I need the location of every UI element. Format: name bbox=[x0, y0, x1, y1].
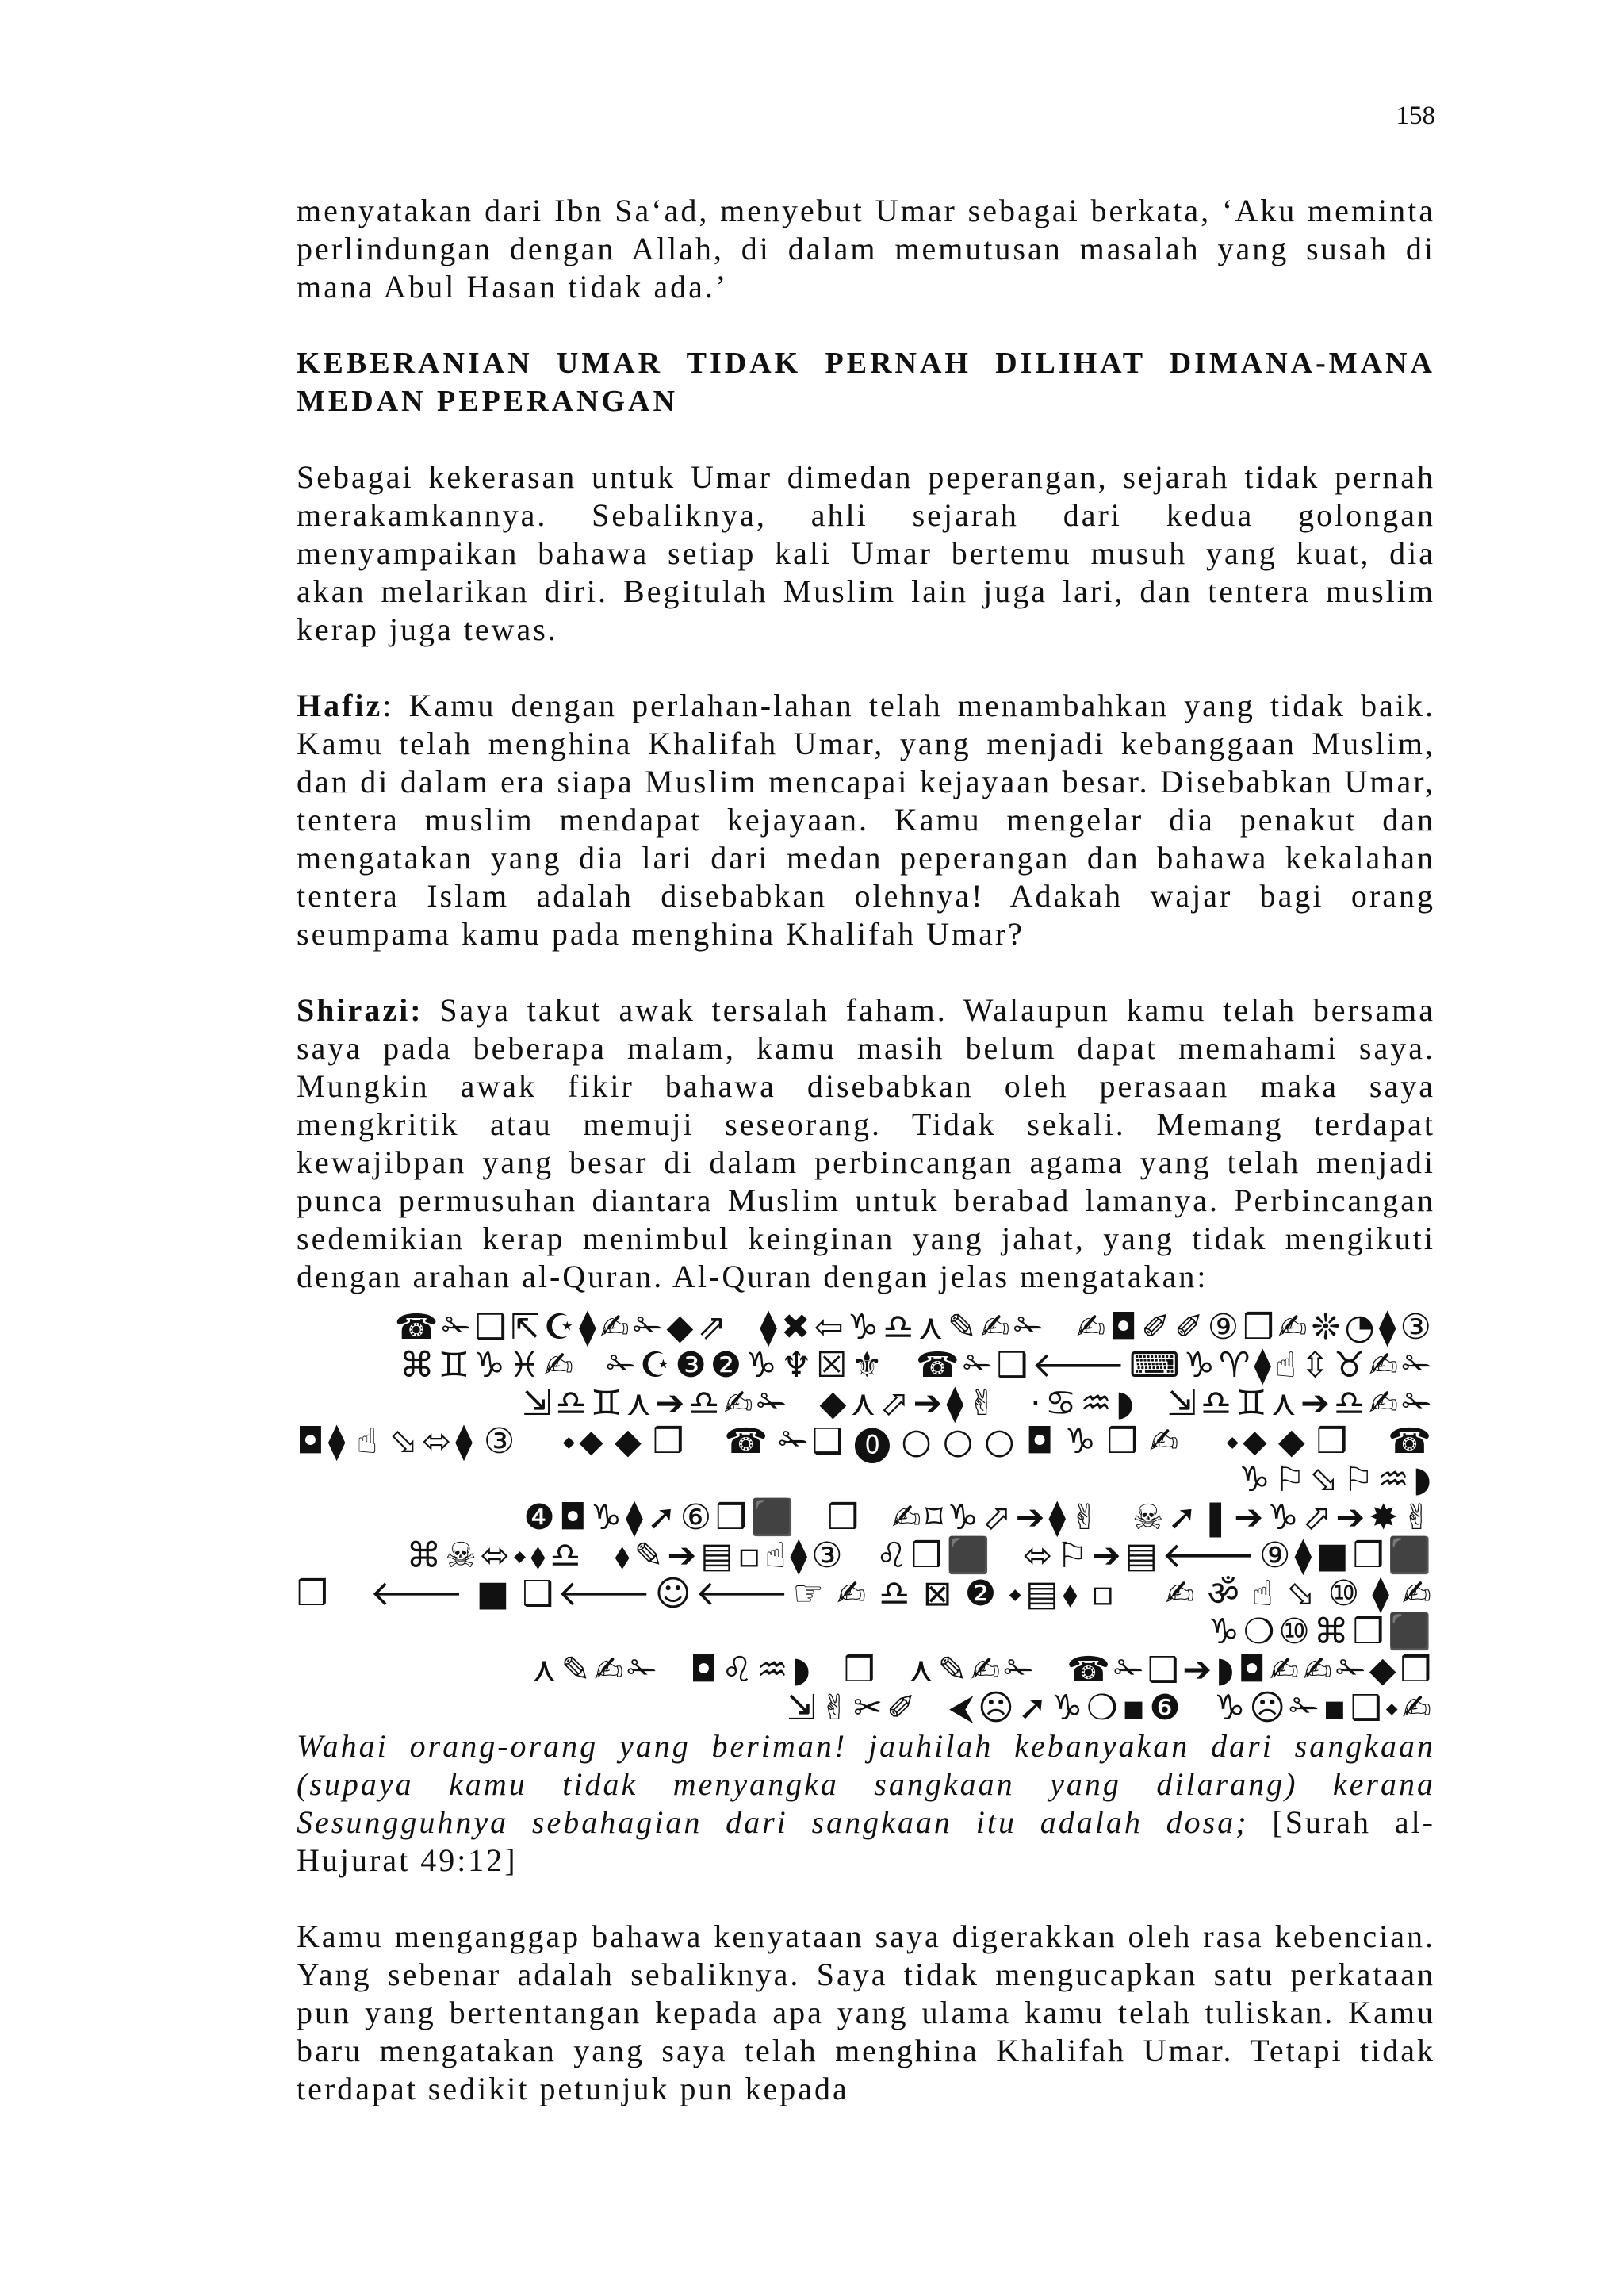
verse-reference: [Surah al-Hujurat 49:12] bbox=[297, 1804, 1435, 1878]
section-heading: KEBERANIAN UMAR TIDAK PERNAH DILIHAT DIMANA-MANA MEDAN PEPERANGAN bbox=[297, 347, 1435, 418]
arabic-line: ⇲♎♊⋏➔♎✍✁ ◆⋏⬀➔⧫✌ ·♋♒◗ ⇲♎♊⋏➔♎✍✁ bbox=[522, 1383, 1435, 1424]
arabic-line: ⋏✎✍✁ ◘♌♒◗ ❒ ⋏✎✍✁ ☎✁❑➔◗◘✍✍✁◆❒ bbox=[531, 1650, 1435, 1690]
translation-text: Wahai orang-orang yang beriman! jauhilah kebanyakan dari sangkaan (supaya kamu tidak menyangka sangkaan yang dilarang) kerana Sesungguhnya sebahagian dari sangkaan itu adalah dosa; bbox=[297, 1728, 1435, 1840]
page-content bbox=[297, 192, 1435, 2108]
hafiz-text: : Kamu dengan perlahan-lahan telah menambahkan yang tidak baik. Kamu telah menghina Khalifah Umar, yang menjadi kebanggaan Muslim, dan di dalam era siapa Muslim mencapai kejayaan besar. Disebabkan Umar, tentera muslim mendapat kejayaan. Kamu mengelar dia penakut dan mengatakan yang dia lari dari medan peperangan dan bahawa kekalahan tentera Islam adalah disebabkan olehnya! Adakah wajar bagi orang seumpama kamu pada menghina Khalifah Umar? bbox=[297, 688, 1435, 952]
arabic-line: ⌘♊♑♓✍ ✁☪❸❷♑♆☒⚜ ☎✁❑🡐⌨♑♈⧫☝⇳♉✍✁ bbox=[399, 1345, 1435, 1386]
arabic-line: ❹◘♑⧫➚⑥❒⬛ ❒ ✍⌑♑⬀➔⧫✌ ☠➚❚➔♑⬀➔✸✌ bbox=[523, 1497, 1435, 1538]
speaker-hafiz: Hafiz bbox=[297, 688, 383, 723]
speaker-shirazi: Shirazi: bbox=[297, 992, 423, 1028]
paragraph-closing: Kamu menganggap bahawa kenyataan saya digerakkan oleh rasa kebencian. Yang sebenar adalah sebaliknya. Saya tidak mengucapkan satu perkataan pun yang bertentangan kepada apa yang ulama kamu telah tuliskan. Kamu baru mengatakan yang saya telah menghina Khalifah Umar. Tetapi tidak terdapat sedikit petunjuk pun kepada bbox=[297, 1918, 1435, 2106]
page-number: 158 bbox=[1396, 102, 1435, 130]
quran-verse-arabic bbox=[297, 1309, 1435, 1727]
arabic-line: ☎✁❑⇱☪⧫✍✁◆⇗ ⧫✖⇦♑♎⋏✎✍✁ ✍◘✐✐⑨❒✍❊◔⧫③ bbox=[394, 1307, 1435, 1347]
arabic-line: ❒ 🡐■❑🡐☺🡐☞✍♎⊠❷⬩▤⬧▫ ✍ॐ☝⬂⑩⧫✍ ♑❍⑩⌘❒⬛ bbox=[297, 1573, 1435, 1652]
paragraph-hafiz bbox=[297, 687, 1435, 953]
arabic-line: ⌘☠⬄⬩⬧♎ ⬧✎➔▤▫☝⧫③ ♌❒⬛ ⬄⚐➔▤🡐⑨⧫■❒⬛ bbox=[406, 1535, 1435, 1576]
paragraph-battle-history: Sebagai kekerasan untuk Umar dimedan peperangan, sejarah tidak pernah merakamkannya. Sebaliknya, ahli sejarah dari kedua golongan menyampaikan bahawa setiap kali Umar bertemu musuh yang kuat, dia akan melarikan diri. Begitulah Muslim lain juga lari, dan tentera muslim kerap juga tewas. bbox=[297, 459, 1435, 647]
quran-verse-translation bbox=[297, 1727, 1435, 1880]
shirazi-text: Saya takut awak tersalah faham. Walaupun kamu telah bersama saya pada beberapa malam, kamu masih belum dapat memahami saya. Mungkin awak fikir bahawa disebabkan oleh perasaan maka saya mengkritik atau memuji seseorang. Tidak sekali. Memang terdapat kewajibpan yang besar di dalam perbincangan agama yang telah menjadi punca permusuhan diantara Muslim untuk berabad lamanya. Perbincangan sedemikian kerap menimbul keinginan yang jahat, yang tidak mengikuti dengan arahan al-Quran. Al-Quran dengan jelas mengatakan: bbox=[297, 992, 1435, 1294]
paragraph-ibn-saad-quote: menyatakan dari Ibn Sa‘ad, menyebut Umar sebagai berkata, ‘Aku meminta perlindungan dengan Allah, di dalam memutusan masalah yang susah di mana Abul Hasan tidak ada.’ bbox=[297, 193, 1435, 305]
paragraph-shirazi bbox=[297, 991, 1435, 1296]
arabic-line: ◘⧫☝⬂⬄⧫③ ⬩⬥◆❒ ☎✁❑⓿○○○◘♑❒✍ ⬩⬥◆❒ ☎ ♑⚐⬂⚐♒◗ bbox=[297, 1421, 1435, 1500]
arabic-line: ⇲✌✂✐ ⮜☹➚♑❍▪❻ ♑☹✁▪❑⬩✍ bbox=[787, 1688, 1435, 1728]
